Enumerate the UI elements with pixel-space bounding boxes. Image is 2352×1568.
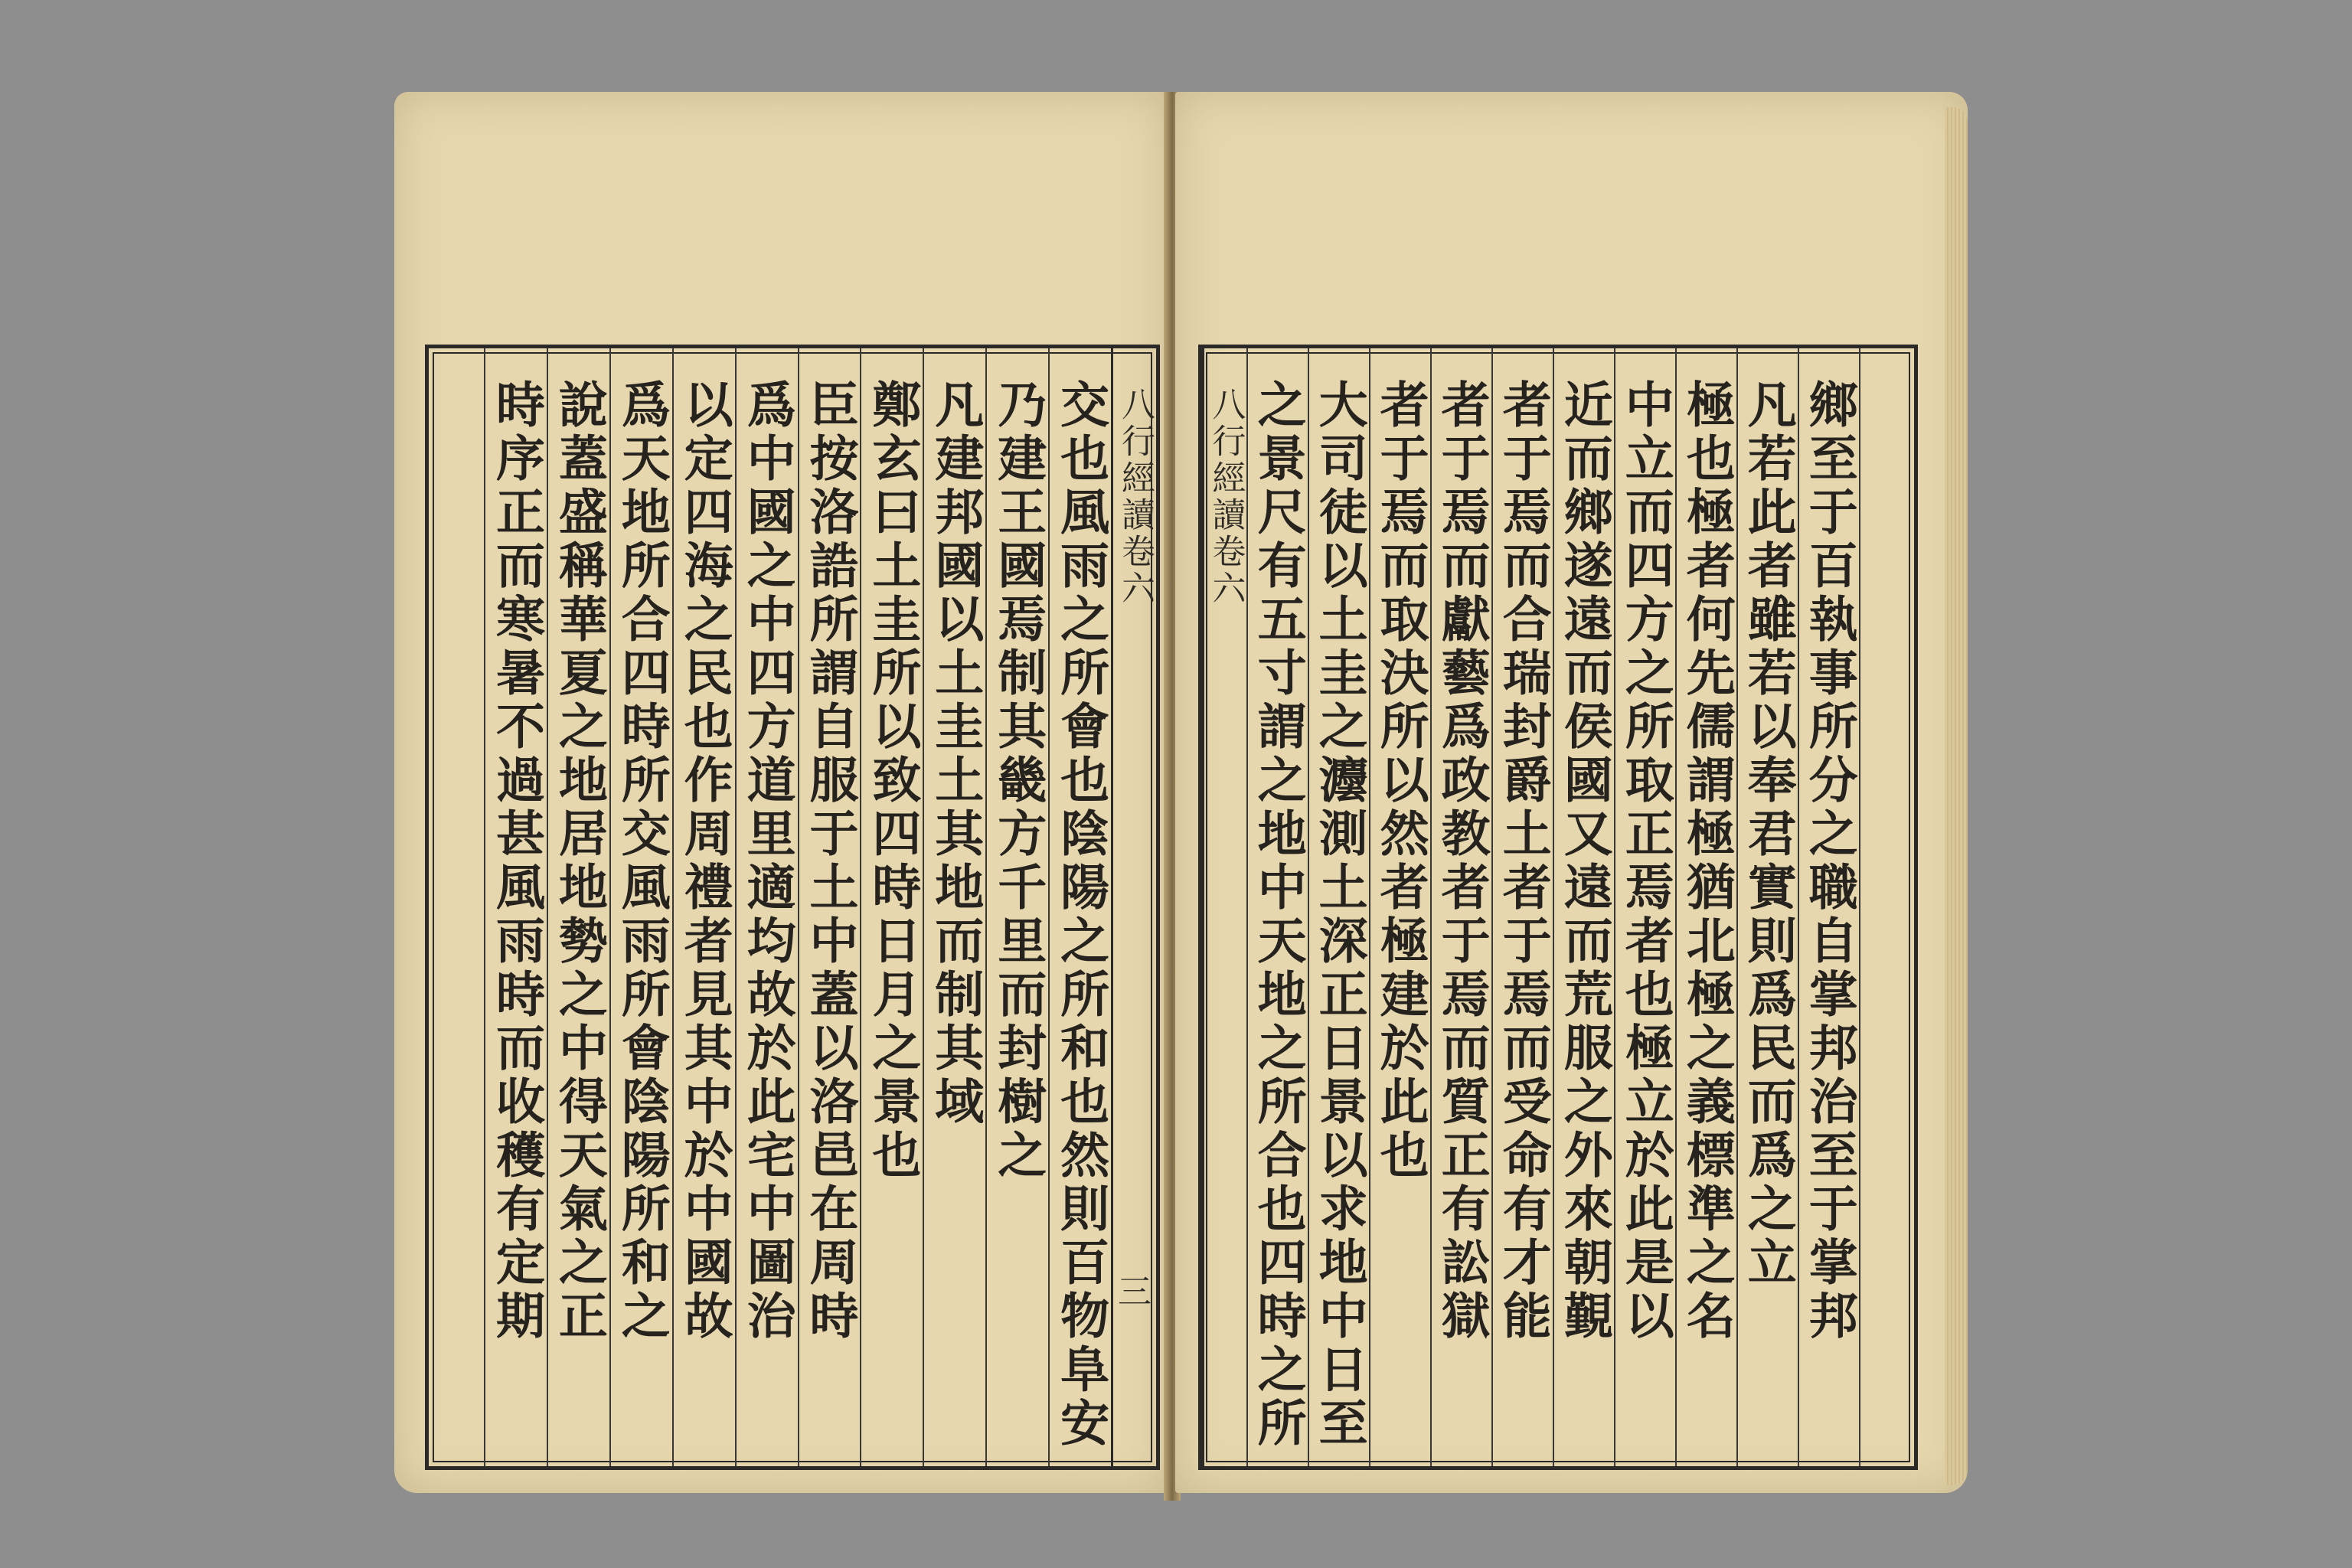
column-text: 之景尺有五寸謂之地中天地之所合也四時之所: [1249, 379, 1307, 1451]
text-column: [923, 348, 985, 1466]
text-column: [1675, 348, 1736, 1466]
text-column: [1430, 348, 1491, 1466]
column-text: 說蓋盛稱華夏之地居地勢之中得天氣之正: [550, 379, 608, 1344]
column-text: 者于焉而取決所以然者極建於此也: [1371, 379, 1429, 1183]
column-text: 大司徒以土圭之灋測土深正日景以求地中日至: [1310, 379, 1368, 1451]
text-column: [1553, 348, 1614, 1466]
column-text: 鄭玄曰土圭所以致四時日月之景也: [864, 379, 922, 1183]
column-text: 者于焉而合瑞封爵土者于焉而受命有才能: [1494, 379, 1552, 1344]
text-column: [1491, 348, 1553, 1466]
column-text: 者于焉而獻藝爲政教者于焉而質正有訟獄: [1432, 379, 1491, 1344]
column-text: 以定四海之民也作周禮者見其中於中國故: [675, 379, 733, 1344]
column-text: 鄉至于百執事所分之職自掌邦治至于掌邦: [1800, 379, 1858, 1344]
column-text: 近而鄉遂遠而侯國又遠而荒服之外來朝覲: [1555, 379, 1613, 1344]
column-text: 交也風雨之所會也陰陽之所和也然則百物阜安: [1052, 379, 1110, 1451]
blank-column: [1859, 348, 1914, 1466]
column-text: 爲中國之中四方道里適均故於此宅中圖治: [738, 379, 796, 1344]
right-text-frame: [1198, 345, 1918, 1470]
text-column: [1308, 348, 1369, 1466]
left-center-title: 八行經讀卷六: [1116, 387, 1155, 607]
text-column: [860, 348, 923, 1466]
text-column: [1369, 348, 1430, 1466]
right-center-column: [1202, 348, 1246, 1466]
right-page: [1175, 92, 1968, 1493]
column-text: 中立而四方之所取正焉者也極立於此是以: [1616, 379, 1674, 1344]
column-text: 極也極者何先儒謂極猶北極之義標準之名: [1677, 379, 1736, 1344]
column-text: 爲天地所合四時所交風雨所會陰陽所和之: [612, 379, 671, 1344]
text-column: [672, 348, 735, 1466]
left-center-column: [1111, 348, 1156, 1466]
left-page: [394, 92, 1168, 1493]
left-page-number: 三: [1118, 1272, 1152, 1312]
text-column: [1246, 348, 1308, 1466]
text-column: [484, 348, 547, 1466]
text-column: [735, 348, 798, 1466]
text-column: [1798, 348, 1859, 1466]
text-column: [798, 348, 861, 1466]
text-column: [1614, 348, 1675, 1466]
column-text: 凡建邦國以土圭土其地而制其域: [926, 379, 985, 1129]
text-column: [609, 348, 672, 1466]
column-text: 時序正而寒暑不過甚風雨時而收穫有定期: [487, 379, 545, 1344]
column-text: 乃建王國焉制其畿方千里而封樹之: [989, 379, 1047, 1183]
column-text: 凡若此者雖若以奉君實則爲民而爲之立: [1739, 379, 1797, 1290]
right-center-title: 八行經讀卷六: [1206, 387, 1246, 607]
blank-column: [429, 348, 484, 1466]
text-column: [985, 348, 1048, 1466]
text-column: [1048, 348, 1111, 1466]
open-book: [394, 92, 1968, 1508]
text-column: [547, 348, 609, 1466]
left-text-frame: [425, 345, 1160, 1470]
text-column: [1736, 348, 1798, 1466]
column-text: 臣按洛誥所謂自服于土中蓋以洛邑在周時: [801, 379, 859, 1344]
